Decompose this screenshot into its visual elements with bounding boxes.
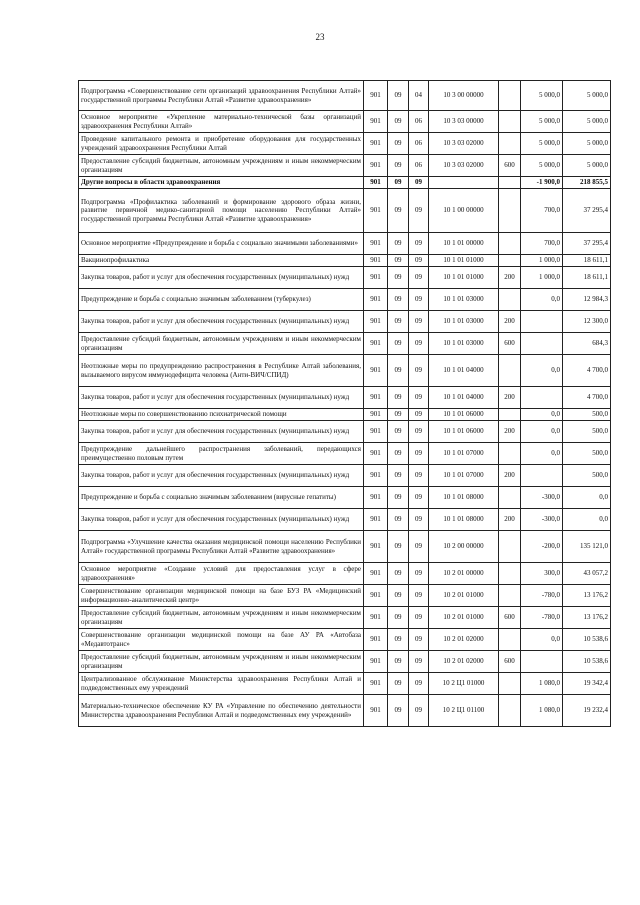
target-article-cell: 10 2 01 00000 [429,563,499,585]
expense-type-cell [499,255,521,267]
change-amount-cell: 1 000,0 [521,255,563,267]
admin-code-cell: 901 [364,465,388,487]
change-amount-cell: 0,0 [521,355,563,387]
admin-code-cell: 901 [364,255,388,267]
subsection-code-cell: 09 [409,177,429,189]
total-amount-cell: 43 057,2 [563,563,611,585]
subsection-code-cell: 09 [409,607,429,629]
admin-code-cell: 901 [364,289,388,311]
expense-type-cell [499,81,521,111]
total-amount-cell: 13 176,2 [563,585,611,607]
row-name-cell: Подпрограмма «Улучшение качества оказания медицинской помощи населению Республики Алтай» государственной программы Республики Алтай «Развитие здравоохранения» [79,531,364,563]
subsection-code-cell: 09 [409,563,429,585]
table-row [79,465,611,487]
target-article-cell: 10 2 01 02000 [429,651,499,673]
section-code-cell: 09 [388,695,409,727]
page-number: 23 [315,32,325,42]
subsection-code-cell: 09 [409,421,429,443]
section-code-cell: 09 [388,267,409,289]
section-code-cell: 09 [388,177,409,189]
expense-type-cell [499,673,521,695]
section-code-cell: 09 [388,333,409,355]
subsection-code-cell: 09 [409,531,429,563]
admin-code-cell: 901 [364,233,388,255]
table-row [79,333,611,355]
total-amount-cell: 684,3 [563,333,611,355]
row-name-cell: Материально-техническое обеспечение КУ РА «Управление по обеспечению деятельности Министерства здравоохранения Республики Алтай и подведомственных ему учреждений» [79,695,364,727]
row-name-cell: Подпрограмма «Совершенствование сети организаций здравоохранения Республики Алтай» государственной программы Республики Алтай «Развитие здравоохранения» [79,81,364,111]
row-name-cell: Подпрограмма «Профилактика заболеваний и формирование здорового образа жизни, развитие первичной медико-санитарной помощи населению Республики Алтай» государственной программы Республики Алтай «Развитие здравоохранения» [79,189,364,233]
target-article-cell: 10 2 01 01000 [429,585,499,607]
admin-code-cell: 901 [364,421,388,443]
table-row [79,585,611,607]
total-amount-cell: 12 300,0 [563,311,611,333]
expense-type-cell [499,233,521,255]
row-name-cell: Другие вопросы в области здравоохранения [79,177,364,189]
subsection-code-cell: 04 [409,81,429,111]
change-amount-cell: 0,0 [521,289,563,311]
table-row [79,531,611,563]
subsection-code-cell: 06 [409,155,429,177]
admin-code-cell: 901 [364,531,388,563]
row-name-cell: Централизованное обслуживание Министерства здравоохранения Республики Алтай и подведомственных ему учреждений [79,673,364,695]
total-amount-cell: 12 984,3 [563,289,611,311]
expense-type-cell: 200 [499,267,521,289]
subsection-code-cell: 09 [409,255,429,267]
admin-code-cell: 901 [364,133,388,155]
table-row [79,443,611,465]
admin-code-cell: 901 [364,563,388,585]
expense-type-cell [499,695,521,727]
expense-type-cell [499,409,521,421]
total-amount-cell: 37 295,4 [563,233,611,255]
table-row [79,673,611,695]
section-code-cell: 09 [388,465,409,487]
expense-type-cell: 600 [499,651,521,673]
admin-code-cell: 901 [364,155,388,177]
table-row [79,509,611,531]
row-name-cell: Предупреждение и борьба с социально значимым заболеванием (туберкулез) [79,289,364,311]
change-amount-cell [521,333,563,355]
change-amount-cell [521,387,563,409]
section-code-cell: 09 [388,487,409,509]
total-amount-cell: 5 000,0 [563,81,611,111]
expense-type-cell: 200 [499,509,521,531]
subsection-code-cell: 09 [409,189,429,233]
subsection-code-cell: 09 [409,673,429,695]
change-amount-cell: -300,0 [521,487,563,509]
expense-type-cell: 600 [499,333,521,355]
section-code-cell: 09 [388,607,409,629]
admin-code-cell: 901 [364,509,388,531]
table-row [79,255,611,267]
expense-type-cell [499,563,521,585]
total-amount-cell: 218 855,5 [563,177,611,189]
target-article-cell: 10 1 01 01000 [429,267,499,289]
row-name-cell: Предоставление субсидий бюджетным, автономным учреждениям и иным некоммерческим организациям [79,607,364,629]
total-amount-cell: 500,0 [563,421,611,443]
row-name-cell: Предоставление субсидий бюджетным, автономным учреждениям и иным некоммерческим организациям [79,333,364,355]
target-article-cell: 10 1 01 04000 [429,387,499,409]
row-name-cell: Предоставление субсидий бюджетным, автономным учреждениям и иным некоммерческим организациям [79,651,364,673]
budget-table [78,80,611,727]
subsection-code-cell: 09 [409,233,429,255]
expense-type-cell: 200 [499,311,521,333]
table-row [79,629,611,651]
change-amount-cell: 1 000,0 [521,267,563,289]
section-code-cell: 09 [388,629,409,651]
row-name-cell: Закупка товаров, работ и услуг для обеспечения государственных (муниципальных) нужд [79,465,364,487]
subsection-code-cell: 09 [409,509,429,531]
admin-code-cell: 901 [364,177,388,189]
row-name-cell: Предупреждение и борьба с социально значимым заболеванием (вирусные гепатиты) [79,487,364,509]
subsection-code-cell: 09 [409,465,429,487]
row-name-cell: Закупка товаров, работ и услуг для обеспечения государственных (муниципальных) нужд [79,267,364,289]
table-row [79,651,611,673]
total-amount-cell: 0,0 [563,487,611,509]
change-amount-cell [521,465,563,487]
change-amount-cell: -300,0 [521,509,563,531]
change-amount-cell: -1 900,0 [521,177,563,189]
subsection-code-cell: 09 [409,443,429,465]
section-code-cell: 09 [388,233,409,255]
total-amount-cell: 135 121,0 [563,531,611,563]
row-name-cell: Закупка товаров, работ и услуг для обеспечения государственных (муниципальных) нужд [79,421,364,443]
total-amount-cell: 5 000,0 [563,133,611,155]
admin-code-cell: 901 [364,651,388,673]
section-code-cell: 09 [388,387,409,409]
expense-type-cell [499,355,521,387]
expense-type-cell [499,487,521,509]
total-amount-cell: 500,0 [563,443,611,465]
table-row [79,267,611,289]
row-name-cell: Основное мероприятие «Предупреждение и борьба с социально значимыми заболеваниями» [79,233,364,255]
admin-code-cell: 901 [364,189,388,233]
subsection-code-cell: 09 [409,651,429,673]
target-article-cell: 10 1 01 08000 [429,487,499,509]
row-name-cell: Закупка товаров, работ и услуг для обеспечения государственных (муниципальных) нужд [79,509,364,531]
row-name-cell: Предупреждение дальнейшего распространения заболеваний, передающихся преимущественно половым путем [79,443,364,465]
table-row [79,421,611,443]
target-article-cell: 10 3 03 00000 [429,111,499,133]
total-amount-cell: 5 000,0 [563,111,611,133]
total-amount-cell: 10 538,6 [563,629,611,651]
total-amount-cell: 5 000,0 [563,155,611,177]
total-amount-cell: 500,0 [563,409,611,421]
target-article-cell: 10 2 Ц1 01100 [429,695,499,727]
subsection-code-cell: 09 [409,289,429,311]
total-amount-cell: 19 232,4 [563,695,611,727]
row-name-cell: Основное мероприятие «Укрепление материально-технической базы организаций здравоохранения Республики Алтай» [79,111,364,133]
change-amount-cell: -780,0 [521,585,563,607]
target-article-cell: 10 2 01 01000 [429,607,499,629]
target-article-cell: 10 1 01 03000 [429,289,499,311]
change-amount-cell: 5 000,0 [521,133,563,155]
total-amount-cell: 0,0 [563,509,611,531]
admin-code-cell: 901 [364,111,388,133]
admin-code-cell: 901 [364,695,388,727]
target-article-cell: 10 3 03 02000 [429,155,499,177]
section-code-cell: 09 [388,509,409,531]
total-amount-cell: 4 700,0 [563,355,611,387]
row-name-cell: Закупка товаров, работ и услуг для обеспечения государственных (муниципальных) нужд [79,311,364,333]
target-article-cell: 10 1 01 06000 [429,409,499,421]
total-amount-cell: 19 342,4 [563,673,611,695]
subsection-code-cell: 09 [409,629,429,651]
table-row [79,189,611,233]
target-article-cell: 10 1 01 08000 [429,509,499,531]
target-article-cell: 10 2 00 00000 [429,531,499,563]
target-article-cell: 10 1 01 03000 [429,311,499,333]
row-name-cell: Совершенствование организации медицинской помощи на базе АУ РА «Автобаза «Медавтотранс» [79,629,364,651]
change-amount-cell: 0,0 [521,421,563,443]
subsection-code-cell: 06 [409,133,429,155]
section-code-cell: 09 [388,189,409,233]
table-row [79,409,611,421]
expense-type-cell [499,289,521,311]
expense-type-cell: 600 [499,155,521,177]
subsection-code-cell: 09 [409,585,429,607]
admin-code-cell: 901 [364,333,388,355]
total-amount-cell: 37 295,4 [563,189,611,233]
table-row [79,289,611,311]
table-row [79,155,611,177]
target-article-cell: 10 3 03 02000 [429,133,499,155]
change-amount-cell: -780,0 [521,607,563,629]
expense-type-cell: 600 [499,607,521,629]
section-code-cell: 09 [388,563,409,585]
subsection-code-cell: 09 [409,387,429,409]
change-amount-cell: -200,0 [521,531,563,563]
target-article-cell: 10 1 01 03000 [429,333,499,355]
target-article-cell: 10 1 01 06000 [429,421,499,443]
section-code-cell: 09 [388,421,409,443]
section-code-cell: 09 [388,585,409,607]
admin-code-cell: 901 [364,673,388,695]
row-name-cell: Закупка товаров, работ и услуг для обеспечения государственных (муниципальных) нужд [79,387,364,409]
expense-type-cell: 200 [499,465,521,487]
table-row [79,563,611,585]
row-name-cell: Предоставление субсидий бюджетным, автономным учреждениям и иным некоммерческим организациям [79,155,364,177]
section-code-cell: 09 [388,651,409,673]
target-article-cell: 10 1 01 00000 [429,233,499,255]
admin-code-cell: 901 [364,607,388,629]
target-article-cell: 10 1 01 07000 [429,443,499,465]
target-article-cell: 10 1 00 00000 [429,189,499,233]
subsection-code-cell: 09 [409,487,429,509]
section-code-cell: 09 [388,443,409,465]
expense-type-cell: 200 [499,387,521,409]
row-name-cell: Неотложные меры по совершенствованию психиатрической помощи [79,409,364,421]
table-row [79,177,611,189]
target-article-cell: 10 3 00 00000 [429,81,499,111]
expense-type-cell [499,133,521,155]
change-amount-cell: 700,0 [521,233,563,255]
row-name-cell: Проведение капитального ремонта и приобретение оборудования для государственных учреждений здравоохранения Республики Алтай [79,133,364,155]
section-code-cell: 09 [388,111,409,133]
admin-code-cell: 901 [364,629,388,651]
subsection-code-cell: 09 [409,409,429,421]
subsection-code-cell: 09 [409,333,429,355]
change-amount-cell: 5 000,0 [521,111,563,133]
change-amount-cell: 1 080,0 [521,673,563,695]
table-row [79,311,611,333]
target-article-cell: 10 1 01 07000 [429,465,499,487]
target-article-cell: 10 2 01 02000 [429,629,499,651]
section-code-cell: 09 [388,133,409,155]
table-row [79,387,611,409]
table-row [79,81,611,111]
change-amount-cell: 5 000,0 [521,155,563,177]
target-article-cell: 10 2 Ц1 01000 [429,673,499,695]
target-article-cell [429,177,499,189]
section-code-cell: 09 [388,673,409,695]
total-amount-cell: 18 611,1 [563,255,611,267]
target-article-cell: 10 1 01 01000 [429,255,499,267]
table-row [79,133,611,155]
section-code-cell: 09 [388,531,409,563]
expense-type-cell [499,629,521,651]
subsection-code-cell: 09 [409,355,429,387]
table-row [79,607,611,629]
admin-code-cell: 901 [364,267,388,289]
subsection-code-cell: 06 [409,111,429,133]
total-amount-cell: 500,0 [563,465,611,487]
total-amount-cell: 4 700,0 [563,387,611,409]
admin-code-cell: 901 [364,311,388,333]
table-row [79,355,611,387]
admin-code-cell: 901 [364,355,388,387]
target-article-cell: 10 1 01 04000 [429,355,499,387]
row-name-cell: Вакцинопрофилактика [79,255,364,267]
section-code-cell: 09 [388,81,409,111]
expense-type-cell [499,189,521,233]
expense-type-cell [499,585,521,607]
admin-code-cell: 901 [364,409,388,421]
total-amount-cell: 10 538,6 [563,651,611,673]
subsection-code-cell: 09 [409,267,429,289]
admin-code-cell: 901 [364,443,388,465]
expense-type-cell: 200 [499,421,521,443]
expense-type-cell [499,111,521,133]
subsection-code-cell: 09 [409,311,429,333]
row-name-cell: Неотложные меры по предупреждению распространения в Республике Алтай заболевания, вызываемого вирусом иммунодефицита человека (Анти-ВИЧ/СПИД) [79,355,364,387]
change-amount-cell: 300,0 [521,563,563,585]
change-amount-cell: 0,0 [521,409,563,421]
table-row [79,695,611,727]
admin-code-cell: 901 [364,387,388,409]
section-code-cell: 09 [388,289,409,311]
row-name-cell: Совершенствование организации медицинской помощи на базе БУЗ РА «Медицинский информационно-аналитический центр» [79,585,364,607]
section-code-cell: 09 [388,155,409,177]
change-amount-cell [521,651,563,673]
change-amount-cell: 0,0 [521,443,563,465]
expense-type-cell [499,531,521,563]
expense-type-cell [499,443,521,465]
table-row [79,487,611,509]
section-code-cell: 09 [388,409,409,421]
change-amount-cell: 0,0 [521,629,563,651]
section-code-cell: 09 [388,255,409,267]
admin-code-cell: 901 [364,585,388,607]
subsection-code-cell: 09 [409,695,429,727]
total-amount-cell: 13 176,2 [563,607,611,629]
total-amount-cell: 18 611,1 [563,267,611,289]
table-row [79,233,611,255]
admin-code-cell: 901 [364,81,388,111]
section-code-cell: 09 [388,311,409,333]
expense-type-cell [499,177,521,189]
change-amount-cell: 5 000,0 [521,81,563,111]
change-amount-cell: 1 080,0 [521,695,563,727]
change-amount-cell: 700,0 [521,189,563,233]
table-row [79,111,611,133]
admin-code-cell: 901 [364,487,388,509]
row-name-cell: Основное мероприятие «Создание условий для предоставления услуг в сфере здравоохранения» [79,563,364,585]
change-amount-cell [521,311,563,333]
section-code-cell: 09 [388,355,409,387]
